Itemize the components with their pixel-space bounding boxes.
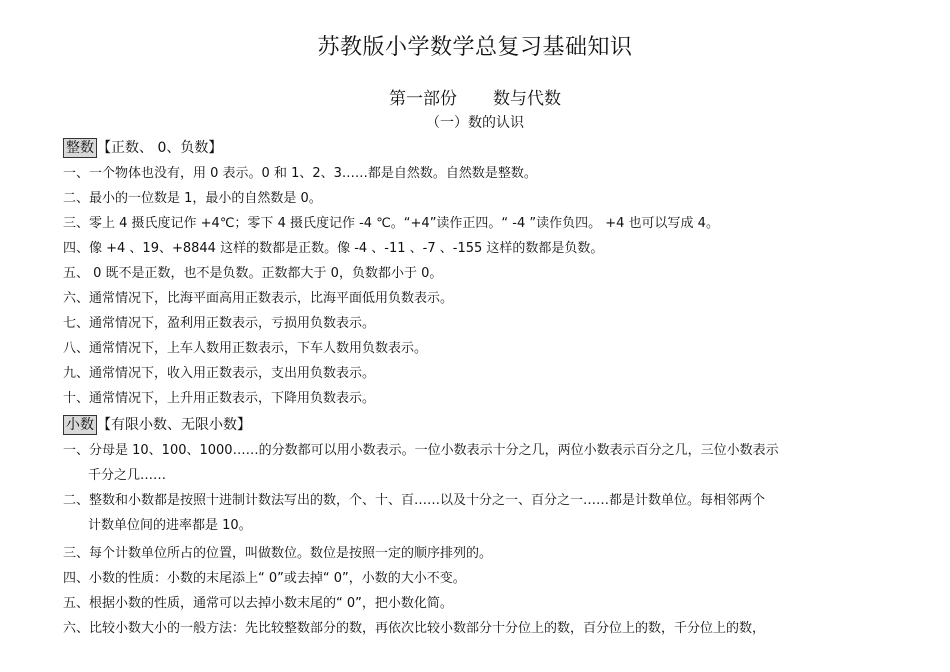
section-heading: （一）数的认识 — [426, 115, 524, 131]
list-item: 二、最小的一位数是 1，最小的自然数是 0。 — [63, 191, 322, 206]
list-item: 三、每个计数单位所占的位置，叫做数位。数位是按照一定的顺序排列的。 — [63, 546, 493, 561]
list-item: 六、比较小数大小的一般方法：先比较整数部分的数，再依次比较小数部分十分位上的数，百分位上的数，千分位上的数， — [63, 621, 766, 636]
list-item: 七、通常情况下，盈利用正数表示，亏损用负数表示。 — [63, 316, 376, 331]
heading-subtitle: 【正数、 0、负数】 — [97, 140, 223, 156]
part-label: 第一部份 — [389, 89, 457, 109]
group-heading-decimals — [63, 415, 251, 435]
part-name: 数与代数 — [493, 89, 561, 109]
group-heading-integers — [63, 138, 222, 158]
list-item: 四、像 +4 、19、+8844 这样的数都是正数。像 -4 、-11 、-7 、-155 这样的数都是负数。 — [63, 241, 604, 256]
list-item: 十、通常情况下，上升用正数表示，下降用负数表示。 — [63, 391, 376, 406]
heading-box-label: 小数 — [63, 415, 97, 435]
list-item: 二、整数和小数都是按照十进制计数法写出的数，个、十、百……以及十分之一、百分之一……都是计数单位。每相邻两个 — [63, 493, 766, 508]
heading-box-label: 整数 — [63, 138, 97, 158]
list-item-continuation: 千分之几…… — [88, 468, 167, 483]
list-item: 八、通常情况下，上车人数用正数表示，下车人数用负数表示。 — [63, 341, 428, 356]
list-item: 五、 0 既不是正数，也不是负数。正数都大于 0，负数都小于 0。 — [63, 266, 443, 281]
list-item: 四、小数的性质：小数的末尾添上“ 0”或去掉“ 0”，小数的大小不变。 — [63, 571, 466, 586]
list-item: 九、通常情况下，收入用正数表示，支出用负数表示。 — [63, 366, 376, 381]
list-item-continuation: 计数单位间的进率都是 10。 — [88, 518, 252, 533]
list-item: 三、零上 4 摄氏度记作 +4℃；零下 4 摄氏度记作 -4 ℃。“+4”读作正四。“ -4 ”读作负四。 +4 也可以写成 4。 — [63, 216, 719, 231]
document-title: 苏教版小学数学总复习基础知识 — [317, 35, 633, 60]
list-item: 五、根据小数的性质，通常可以去掉小数末尾的“ 0”，把小数化简。 — [63, 596, 453, 611]
heading-subtitle: 【有限小数、无限小数】 — [97, 417, 251, 433]
part-heading — [0, 84, 950, 109]
list-item: 六、通常情况下，比海平面高用正数表示，比海平面低用负数表示。 — [63, 291, 454, 306]
list-item: 一、一个物体也没有，用 0 表示。0 和 1、2、3……都是自然数。自然数是整数。 — [63, 166, 537, 181]
list-item: 一、分母是 10、100、1000……的分数都可以用小数表示。一位小数表示十分之几，两位小数表示百分之几，三位小数表示 — [63, 443, 779, 458]
